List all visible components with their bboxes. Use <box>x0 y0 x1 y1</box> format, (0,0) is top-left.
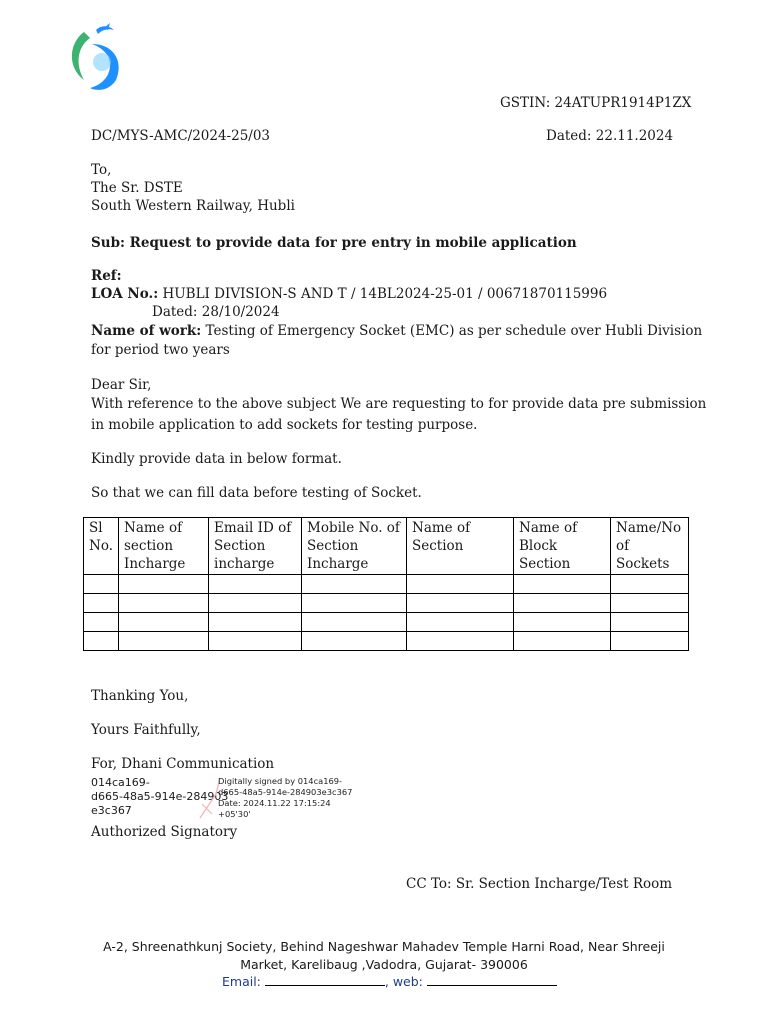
body-paragraph-1b: in mobile application to add sockets for testing purpose. <box>91 417 478 433</box>
work-value: Testing of Emergency Socket (EMC) as per schedule over Hubli Division <box>205 323 703 339</box>
email-label: Email: <box>222 974 261 989</box>
loa-dated: Dated: 28/10/2024 <box>152 304 280 320</box>
col-section-incharge-name: Name of section Incharge <box>119 518 209 575</box>
authorized-signatory: Authorized Signatory <box>91 824 238 840</box>
col-mobile: Mobile No. of Section Incharge <box>302 518 407 575</box>
footer-address-1: A-2, Shreenathkunj Society, Behind Nageshwar Mahadev Temple Harni Road, Near Shreeji <box>103 939 665 954</box>
data-format-table <box>83 517 689 651</box>
recipient-org: South Western Railway, Hubli <box>91 198 295 214</box>
work-label: Name of work: <box>91 323 202 339</box>
web-label: , web: <box>384 974 423 989</box>
to-label: To, <box>91 162 112 178</box>
ref-label: Ref: <box>91 268 122 284</box>
footer-contact <box>222 973 557 989</box>
thanking-you: Thanking You, <box>91 688 189 704</box>
body-paragraph-2: Kindly provide data in below format. <box>91 451 342 467</box>
work-line <box>91 323 702 339</box>
recipient-title: The Sr. DSTE <box>91 180 183 196</box>
col-sl-no: Sl No. <box>84 518 119 575</box>
table-header-row <box>84 518 689 575</box>
subject-line: Sub: Request to provide data for pre entry in mobile application <box>91 235 577 251</box>
work-value-cont: for period two years <box>91 342 230 358</box>
salutation: Dear Sir, <box>91 377 152 393</box>
table-row <box>84 613 689 632</box>
col-email: Email ID of Section incharge <box>209 518 302 575</box>
col-block-section: Name of Block Section <box>514 518 611 575</box>
body-paragraph-3: So that we can fill data before testing of Socket. <box>91 485 422 501</box>
body-paragraph-1a: With reference to the above subject We are requesting to for provide data pre submission <box>91 396 707 412</box>
loa-label: LOA No.: <box>91 286 159 302</box>
loa-value: HUBLI DIVISION-S AND T / 14BL2024-25-01 / 00671870115996 <box>162 286 608 302</box>
col-section-name: Name of Section <box>407 518 514 575</box>
email-blank <box>265 973 385 986</box>
table-row <box>84 575 689 594</box>
footer-address-2: Market, Karelibaug ,Vadodra, Gujarat- 390006 <box>240 957 528 972</box>
company-logo <box>62 22 142 94</box>
letter-date: Dated: 22.11.2024 <box>546 128 674 144</box>
gstin: GSTIN: 24ATUPR1914P1ZX <box>500 95 692 111</box>
web-blank <box>427 973 557 986</box>
signature-name-block: 014ca169- d665-48a5-914e-284903 e3c367 <box>91 776 229 817</box>
cc-line: CC To: Sr. Section Incharge/Test Room <box>406 876 673 892</box>
signature-details: Digitally signed by 014ca169- d665-48a5-914e-284903e3c367 Date: 2024.11.22 17:15:24 +05'30' <box>218 776 353 819</box>
col-sockets: Name/No of Sockets <box>611 518 689 575</box>
table-row <box>84 632 689 651</box>
for-company: For, Dhani Communication <box>91 756 275 772</box>
loa-line <box>91 286 607 302</box>
table-row <box>84 594 689 613</box>
yours-faithfully: Yours Faithfully, <box>91 722 201 738</box>
reference-number: DC/MYS-AMC/2024-25/03 <box>91 128 271 144</box>
